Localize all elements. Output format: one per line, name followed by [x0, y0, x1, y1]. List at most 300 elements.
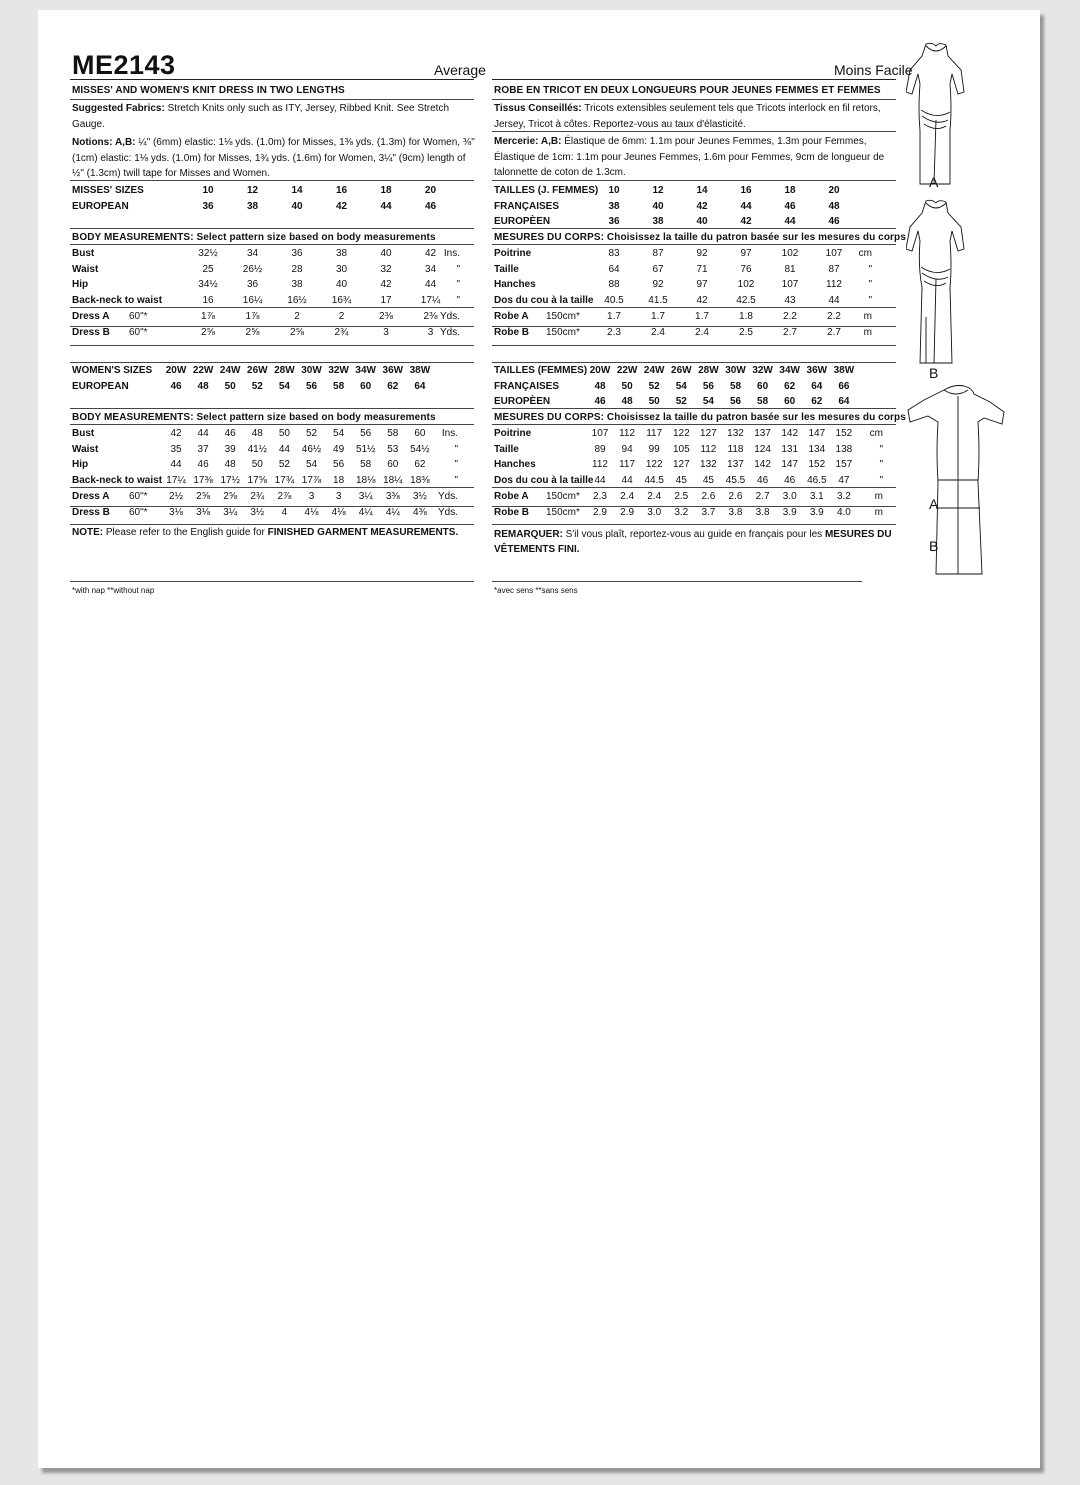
table-row	[494, 278, 898, 292]
row-label: Dos du cou à la taille	[494, 474, 594, 486]
unit-label: Yds.	[437, 491, 458, 502]
fabric-width: 150cm*	[546, 311, 580, 322]
back-view-label-a: A	[929, 496, 939, 512]
table-cell: 37	[197, 443, 209, 455]
unit-label: "	[879, 459, 883, 470]
table-cell: 36	[291, 248, 303, 259]
table-cell: 14	[696, 185, 708, 196]
fabrics-text: Stretch Knits only such as ITY, Jersey, Ribbed Knit. See Stretch Gauge.	[72, 103, 450, 130]
notions-label: Notions: A,B:	[72, 137, 136, 148]
table-cell: 152	[808, 459, 826, 470]
table-cell: 2.7	[755, 491, 770, 502]
table-cell: 3.2	[836, 491, 851, 502]
title-en: MISSES' AND WOMEN'S KNIT DRESS IN TWO LENGTHS	[72, 85, 345, 96]
table-cell: 2.6	[728, 491, 743, 502]
rule	[492, 362, 896, 363]
table-cell: 22W	[616, 365, 638, 376]
table-cell: 52	[648, 380, 660, 392]
table-cell: 16	[202, 294, 214, 306]
table-cell: 2.7	[783, 326, 797, 338]
pattern-envelope-back	[38, 10, 1040, 1468]
table-cell: 36	[246, 279, 259, 290]
table-row	[494, 380, 898, 394]
table-cell: 56	[333, 459, 345, 470]
row-label: Dress B	[72, 506, 110, 518]
row-label: TAILLES (J. FEMMES)	[494, 185, 599, 196]
unit-label: Yds.	[437, 506, 458, 518]
table-cell: 18	[333, 474, 345, 486]
rule	[492, 524, 896, 525]
fabrics-fr	[494, 101, 898, 132]
pattern-code: ME2143	[72, 50, 176, 80]
table-cell: 3.0	[647, 506, 662, 518]
unit-label: m	[874, 491, 883, 502]
table-cell: 58	[729, 380, 742, 392]
note-en	[72, 527, 476, 538]
footnote-en: *with nap **without nap	[72, 586, 155, 595]
rule	[70, 326, 474, 327]
table-cell: 62	[784, 380, 796, 392]
table-cell: 46	[224, 428, 236, 439]
note-fr	[494, 527, 898, 557]
table-cell: 53	[387, 443, 399, 455]
table-cell: 44	[594, 474, 606, 486]
table-cell: 137	[727, 459, 744, 470]
table-cell: 42	[335, 200, 348, 212]
table-cell: 45	[675, 474, 687, 486]
table-cell: 48	[224, 459, 236, 470]
unit-label: cm	[858, 248, 872, 259]
table-row	[72, 184, 476, 198]
table-cell: 46	[170, 380, 182, 392]
row-label: Waist	[72, 263, 99, 275]
row-label: Robe A	[494, 311, 529, 322]
row-label: Hanches	[494, 459, 536, 470]
fabric-width: 150cm*	[546, 326, 580, 338]
table-cell: 2⅜	[379, 311, 393, 322]
table-cell: 17	[380, 294, 392, 306]
note-bold: FINISHED GARMENT MEASUREMENTS.	[267, 527, 459, 538]
table-cell: 4⅜	[412, 506, 427, 518]
table-cell: 28	[291, 263, 303, 275]
table-cell: 137	[754, 428, 771, 439]
table-cell: 28W	[698, 365, 719, 376]
table-cell: 97	[740, 248, 752, 259]
table-cell: 112	[619, 428, 636, 439]
table-cell: 3.7	[701, 506, 716, 518]
table-cell: 16	[335, 185, 348, 196]
rule	[70, 345, 474, 346]
table-cell: 2.5	[739, 326, 753, 338]
table-cell: 3½	[412, 491, 427, 502]
table-cell: 46½	[301, 443, 322, 455]
table-cell: 50	[251, 459, 263, 470]
table-cell: 142	[754, 459, 771, 470]
table-cell: 102	[781, 248, 799, 259]
unit-label: "	[868, 294, 872, 306]
table-cell: 17¼	[166, 474, 186, 486]
table-cell: 64	[414, 380, 426, 392]
table-cell: 2½	[169, 491, 183, 502]
table-cell: 46	[594, 396, 606, 407]
table-cell: 142	[781, 428, 799, 439]
table-cell: 97	[696, 279, 708, 290]
row-label: Hanches	[494, 279, 536, 290]
rule	[70, 581, 474, 582]
table-cell: 12	[652, 185, 664, 196]
rule	[492, 228, 896, 229]
table-cell: 3.0	[782, 491, 797, 502]
table-cell: 32	[380, 263, 392, 275]
row-label: Robe B	[494, 326, 529, 338]
table-cell: 17⅝	[247, 474, 268, 486]
row-label: Dress B	[72, 326, 110, 338]
header-rule-en	[70, 79, 474, 80]
table-row	[494, 474, 898, 488]
rule	[70, 307, 474, 308]
rule	[70, 408, 474, 409]
table-cell: 42.5	[736, 294, 756, 306]
table-cell: 1⅞	[201, 311, 215, 322]
row-label: EUROPÈEN	[494, 216, 551, 227]
view-b-front-drawing	[906, 197, 966, 367]
table-cell: 17½	[220, 474, 240, 486]
table-cell: 62	[811, 396, 823, 407]
table-row	[72, 380, 476, 394]
view-a-front-drawing	[906, 40, 966, 190]
rule	[70, 506, 474, 507]
table-cell: 24W	[643, 365, 665, 376]
table-cell: 4⅛	[331, 506, 346, 518]
fabrics-en	[72, 101, 476, 132]
table-row	[494, 200, 898, 214]
table-cell: 54	[675, 380, 687, 392]
table-cell: 40	[291, 200, 303, 212]
fabric-width: 150cm*	[546, 491, 580, 502]
table-cell: 2¾	[250, 491, 265, 502]
table-cell: 2	[294, 311, 300, 322]
table-cell: 42	[170, 428, 182, 439]
row-label: Back-neck to waist	[72, 474, 163, 486]
row-label: FRANÇAISES	[494, 200, 560, 212]
table-cell: 105	[672, 443, 690, 455]
table-cell: 2⅜	[423, 311, 438, 322]
header-rule-fr	[492, 79, 896, 80]
unit-label: "	[879, 443, 883, 455]
back-view-drawing	[906, 382, 1006, 578]
table-row	[494, 443, 898, 457]
table-cell: 54	[702, 396, 714, 407]
table-cell: 2⅝	[196, 491, 211, 502]
fabrics-label: Suggested Fabrics:	[72, 103, 165, 114]
table-cell: 20W	[165, 365, 187, 376]
table-cell: 48	[197, 380, 209, 392]
table-cell: 87	[652, 248, 664, 259]
row-label: Dress A	[72, 311, 110, 322]
table-cell: 3	[383, 326, 389, 338]
table-cell: 17⅜	[193, 474, 213, 486]
unit-label: "	[456, 294, 460, 306]
table-cell: 89	[594, 443, 606, 455]
table-cell: 4¼	[385, 506, 400, 518]
table-cell: 32W	[328, 365, 349, 376]
table-cell: 46.5	[807, 474, 827, 486]
table-cell: 83	[608, 248, 620, 259]
table-cell: 134	[808, 443, 826, 455]
table-cell: 34W	[355, 365, 376, 376]
table-cell: 56	[702, 380, 714, 392]
table-cell: 58	[360, 459, 372, 470]
note-bold: MESURES DU VÊTEMENTS FINI.	[494, 529, 892, 555]
table-cell: 147	[781, 459, 799, 470]
table-cell: 41½	[247, 443, 268, 455]
table-cell: 49	[333, 443, 345, 455]
table-cell: 2	[338, 311, 345, 322]
table-cell: 2.4	[647, 491, 662, 502]
table-cell: 52	[305, 428, 318, 439]
table-cell: 36	[608, 216, 620, 227]
table-cell: 60	[784, 396, 796, 407]
table-cell: 112	[592, 459, 608, 470]
table-cell: 18⅛	[355, 474, 376, 486]
table-cell: 87	[828, 263, 840, 275]
table-cell: 102	[737, 279, 755, 290]
table-cell: 127	[700, 428, 717, 439]
table-cell: 36W	[382, 365, 404, 376]
table-cell: 122	[645, 459, 663, 470]
table-cell: 94	[621, 443, 633, 455]
rule	[492, 581, 862, 582]
table-cell: 10	[608, 185, 620, 196]
table-row	[72, 326, 476, 340]
fabric-width: 60"*	[129, 311, 148, 322]
unit-label: "	[456, 263, 460, 275]
table-cell: 2.2	[827, 311, 841, 322]
table-cell: 3	[427, 326, 434, 338]
table-cell: 32W	[752, 365, 773, 376]
table-row	[494, 247, 898, 261]
table-cell: 17¼	[420, 294, 441, 306]
footnote-fr: *avec sens **sans sens	[494, 586, 578, 595]
table-cell: 44	[784, 216, 796, 227]
table-cell: 112	[700, 443, 717, 455]
table-cell: 2.2	[783, 311, 797, 322]
table-cell: 48	[594, 380, 606, 392]
table-cell: 92	[652, 279, 664, 290]
notions-label: Mercerie: A,B:	[494, 136, 562, 147]
table-cell: 1.7	[695, 311, 709, 322]
table-cell: 2⅝	[290, 326, 304, 338]
table-cell: 71	[696, 263, 708, 275]
table-cell: 56	[305, 380, 318, 392]
table-cell: 38	[246, 200, 259, 212]
note-text: S'il vous plaît, reportez-vous au guide en français pour les	[562, 529, 825, 540]
table-cell: 18	[784, 185, 796, 196]
table-row	[72, 263, 476, 277]
table-cell: 124	[754, 443, 771, 455]
table-cell: 132	[700, 459, 717, 470]
table-cell: 3.9	[809, 506, 824, 518]
table-cell: 2¾	[334, 326, 349, 338]
table-cell: 51½	[355, 443, 376, 455]
table-cell: 41.5	[648, 294, 668, 306]
table-cell: 107	[781, 279, 799, 290]
table-cell: 44	[278, 443, 290, 455]
notions-text: Élastique de 6mm: 1.1m pour Jeunes Femmes, 1.3m pour Femmes, Élastique de 1cm: 1.1m pour Jeunes Femmes, 1.6m pour Femmes, 9cm de longueur de talonnette de coton de 1.3cm.	[494, 136, 885, 178]
table-row	[494, 364, 898, 378]
table-cell: 4¼	[358, 506, 373, 518]
back-view-label-b: B	[929, 538, 939, 554]
table-cell: 43	[784, 294, 796, 306]
table-cell: 48	[621, 396, 633, 407]
table-cell: 58	[387, 428, 399, 439]
difficulty-en: Average	[434, 62, 486, 78]
table-cell: 42	[380, 279, 392, 290]
table-cell: 62	[414, 459, 426, 470]
table-cell: 32½	[198, 248, 218, 259]
table-cell: 34W	[779, 365, 800, 376]
table-cell: 25	[202, 263, 214, 275]
rule	[492, 131, 896, 132]
row-label: Robe B	[494, 506, 529, 518]
table-row	[494, 184, 898, 198]
table-cell: 54½	[410, 443, 430, 455]
table-row	[72, 490, 476, 504]
table-cell: 20W	[589, 365, 611, 376]
table-cell: 40	[696, 216, 708, 227]
table-cell: 92	[696, 248, 708, 259]
row-label: EUROPEAN	[72, 380, 129, 392]
unit-label: cm	[869, 428, 883, 439]
table-cell: 34	[246, 248, 259, 259]
table-row	[494, 326, 898, 340]
table-cell: 66	[838, 380, 850, 392]
table-row	[494, 395, 898, 409]
fabric-width: 60"*	[129, 491, 148, 502]
table-cell: 42	[424, 248, 437, 259]
table-cell: 54	[278, 380, 290, 392]
table-cell: 52	[675, 396, 687, 407]
table-cell: 2.9	[593, 506, 607, 518]
unit-label: "	[879, 474, 883, 486]
view-b-label: B	[929, 365, 939, 381]
row-label: Poitrine	[494, 248, 532, 259]
row-label: Bust	[72, 248, 95, 259]
rule	[492, 244, 896, 245]
row-label: MISSES' SIZES	[72, 185, 144, 196]
table-cell: 46	[757, 474, 769, 486]
table-cell: 60	[360, 380, 372, 392]
table-cell: 3	[335, 491, 342, 502]
table-cell: 39	[224, 443, 236, 455]
note-label: REMARQUER:	[494, 529, 563, 540]
table-cell: 44	[828, 294, 840, 306]
row-label: Dress A	[72, 491, 110, 502]
row-label: Back-neck to waist	[72, 294, 163, 306]
table-cell: 157	[835, 459, 853, 470]
table-cell: 38W	[409, 365, 431, 376]
table-cell: 3⅛	[169, 506, 183, 518]
fabric-width: 60"*	[129, 326, 148, 338]
table-row	[72, 278, 476, 292]
row-label: Poitrine	[494, 428, 532, 439]
table-cell: 22W	[192, 365, 214, 376]
unit-label: "	[454, 443, 458, 455]
table-cell: 67	[652, 263, 664, 275]
table-row	[494, 215, 898, 229]
table-row	[72, 200, 476, 214]
table-cell: 52	[251, 380, 263, 392]
table-cell: 2.7	[827, 326, 841, 338]
table-cell: 138	[835, 443, 853, 455]
unit-label: m	[863, 311, 872, 322]
table-cell: 38	[291, 279, 303, 290]
rule	[492, 506, 896, 507]
table-cell: 30W	[725, 365, 746, 376]
table-cell: 58	[757, 396, 769, 407]
table-cell: 2.4	[651, 326, 665, 338]
rule	[70, 424, 474, 425]
unit-label: m	[874, 506, 883, 518]
table-cell: 107	[825, 248, 843, 259]
table-cell: 3¼	[223, 506, 238, 518]
table-cell: 17¾	[274, 474, 295, 486]
unit-label: "	[454, 459, 458, 470]
table-cell: 152	[835, 428, 853, 439]
table-cell: 40	[652, 200, 664, 212]
row-label: Taille	[494, 443, 519, 455]
table-row	[494, 310, 898, 324]
table-cell: 117	[619, 459, 636, 470]
table-cell: 44	[197, 428, 209, 439]
table-cell: 50	[648, 396, 660, 407]
table-cell: 40	[335, 279, 348, 290]
unit-label: Yds.	[439, 326, 460, 338]
table-cell: 24W	[219, 365, 241, 376]
table-cell: 3	[308, 491, 315, 502]
table-cell: 1.8	[739, 311, 753, 322]
table-row	[494, 490, 898, 504]
table-cell: 3½	[250, 506, 265, 518]
row-label: FRANÇAISES	[494, 380, 560, 392]
row-label: Taille	[494, 263, 519, 275]
table-cell: 38	[608, 200, 620, 212]
table-cell: 50	[621, 380, 633, 392]
table-cell: 132	[727, 428, 744, 439]
table-row	[72, 427, 476, 441]
row-label: Dos du cou à la taille	[494, 294, 594, 306]
table-cell: 40.5	[604, 294, 624, 306]
unit-label: "	[456, 279, 460, 290]
table-cell: 3¼	[358, 491, 373, 502]
rule	[492, 326, 896, 327]
table-cell: 60	[757, 380, 769, 392]
table-cell: 46	[197, 459, 209, 470]
table-cell: 38W	[833, 365, 855, 376]
table-cell: 4.0	[836, 506, 851, 518]
table-cell: 2.3	[593, 491, 607, 502]
table-cell: 34½	[198, 279, 218, 290]
table-cell: 50	[278, 428, 290, 439]
table-cell: 58	[333, 380, 345, 392]
table-cell: 48	[828, 200, 840, 212]
table-cell: 127	[672, 459, 690, 470]
table-cell: 64	[838, 396, 850, 407]
table-cell: 4⅛	[304, 506, 319, 518]
table-row	[494, 427, 898, 441]
table-cell: 2⅝	[223, 491, 238, 502]
row-label: Waist	[72, 443, 99, 455]
